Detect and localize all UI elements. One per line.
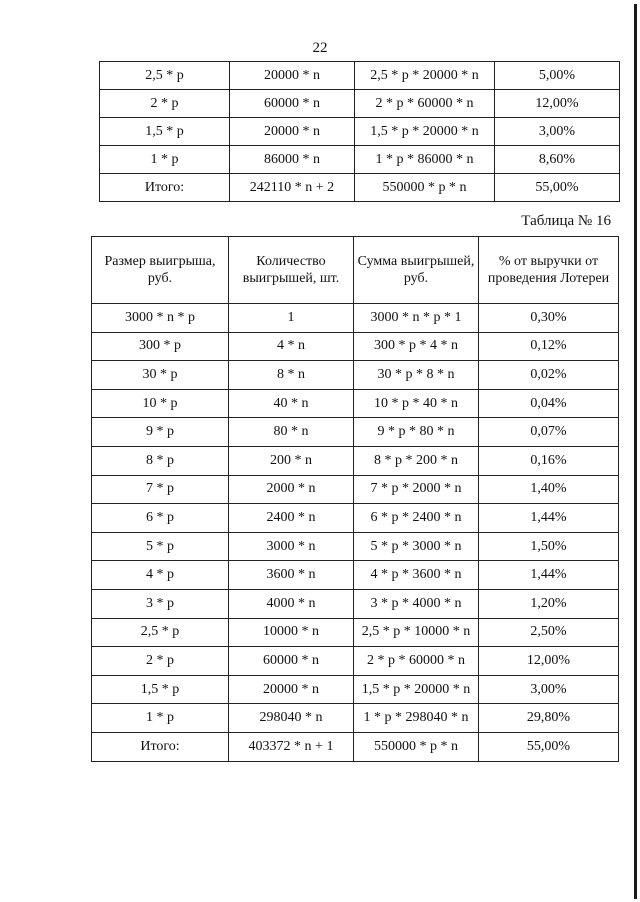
prize-size-cell: 2,5 * p	[92, 618, 229, 647]
prize-count-cell: 8 * n	[229, 361, 354, 390]
prize-size-cell: 30 * p	[92, 361, 229, 390]
prize-count-cell: 4 * n	[229, 332, 354, 361]
page-number: 22	[312, 40, 328, 56]
table-row	[92, 589, 619, 618]
prize-size-cell: 8 * p	[92, 446, 229, 475]
prize-size-cell: Итого:	[92, 732, 229, 761]
prize-sum-cell: 8 * p * 200 * n	[354, 446, 479, 475]
prize-table-16-body	[92, 304, 619, 762]
revenue-percent-cell: 55,00%	[495, 174, 620, 202]
revenue-percent-cell: 5,00%	[495, 62, 620, 90]
revenue-percent-cell: 0,07%	[479, 418, 619, 447]
table-caption: Таблица № 16	[521, 213, 611, 229]
revenue-percent-cell: 0,02%	[479, 361, 619, 390]
prize-sum-cell: 2 * p * 60000 * n	[355, 90, 495, 118]
revenue-percent-cell: 8,60%	[495, 146, 620, 174]
revenue-percent-cell: 1,40%	[479, 475, 619, 504]
prize-sum-cell: 6 * p * 2400 * n	[354, 504, 479, 533]
prize-count-cell: 60000 * n	[229, 647, 354, 676]
prize-size-cell: 5 * p	[92, 532, 229, 561]
header-prize-size: Размер выигрыша, руб.	[92, 237, 229, 304]
prize-count-cell: 2400 * n	[229, 504, 354, 533]
prize-size-cell: 1,5 * p	[100, 118, 230, 146]
prize-size-cell: 4 * p	[92, 561, 229, 590]
table-row	[92, 475, 619, 504]
revenue-percent-cell: 3,00%	[479, 675, 619, 704]
prize-sum-cell: 550000 * p * n	[355, 174, 495, 202]
prize-size-cell: 9 * p	[92, 418, 229, 447]
table-row	[92, 675, 619, 704]
revenue-percent-cell: 1,44%	[479, 561, 619, 590]
prize-size-cell: 1 * p	[92, 704, 229, 733]
prize-size-cell: 10 * p	[92, 389, 229, 418]
prize-count-cell: 3000 * n	[229, 532, 354, 561]
prize-sum-cell: 2 * p * 60000 * n	[354, 647, 479, 676]
table-row	[92, 361, 619, 390]
prize-table-continuation	[99, 61, 620, 202]
prize-sum-cell: 9 * p * 80 * n	[354, 418, 479, 447]
prize-sum-cell: 300 * p * 4 * n	[354, 332, 479, 361]
prize-sum-cell: 10 * p * 40 * n	[354, 389, 479, 418]
prize-count-cell: 2000 * n	[229, 475, 354, 504]
prize-sum-cell: 1,5 * p * 20000 * n	[355, 118, 495, 146]
prize-sum-cell: 1 * p * 86000 * n	[355, 146, 495, 174]
table-row	[92, 304, 619, 333]
prize-sum-cell: 3 * p * 4000 * n	[354, 589, 479, 618]
prize-count-cell: 3600 * n	[229, 561, 354, 590]
prize-count-cell: 20000 * n	[230, 62, 355, 90]
prize-table-16-header	[92, 237, 619, 304]
header-row	[92, 237, 619, 304]
prize-count-cell: 40 * n	[229, 389, 354, 418]
table-row	[100, 90, 620, 118]
revenue-percent-cell: 3,00%	[495, 118, 620, 146]
table-row	[100, 118, 620, 146]
header-revenue-percent: % от выручки от проведения Лотереи	[479, 237, 619, 304]
prize-size-cell: 3000 * n * p	[92, 304, 229, 333]
table-row	[92, 647, 619, 676]
revenue-percent-cell: 12,00%	[479, 647, 619, 676]
table-row	[100, 174, 620, 202]
prize-sum-cell: 2,5 * p * 20000 * n	[355, 62, 495, 90]
table-row	[100, 146, 620, 174]
scan-page-edge	[634, 4, 637, 899]
prize-sum-cell: 3000 * n * p * 1	[354, 304, 479, 333]
prize-count-cell: 242110 * n + 2	[230, 174, 355, 202]
header-prize-count: Количество выигрышей, шт.	[229, 237, 354, 304]
prize-count-cell: 1	[229, 304, 354, 333]
table-row	[92, 418, 619, 447]
revenue-percent-cell: 0,16%	[479, 446, 619, 475]
table-row	[92, 446, 619, 475]
prize-count-cell: 10000 * n	[229, 618, 354, 647]
prize-size-cell: 1 * p	[100, 146, 230, 174]
table-row	[92, 732, 619, 761]
revenue-percent-cell: 1,50%	[479, 532, 619, 561]
prize-size-cell: Итого:	[100, 174, 230, 202]
prize-count-cell: 200 * n	[229, 446, 354, 475]
prize-size-cell: 3 * p	[92, 589, 229, 618]
prize-count-cell: 80 * n	[229, 418, 354, 447]
prize-count-cell: 60000 * n	[230, 90, 355, 118]
revenue-percent-cell: 55,00%	[479, 732, 619, 761]
prize-count-cell: 86000 * n	[230, 146, 355, 174]
table-row	[92, 561, 619, 590]
prize-size-cell: 2 * p	[100, 90, 230, 118]
revenue-percent-cell: 29,80%	[479, 704, 619, 733]
table-row	[100, 62, 620, 90]
table-row	[92, 618, 619, 647]
prize-table-16	[91, 236, 619, 762]
table-row	[92, 332, 619, 361]
table-row	[92, 704, 619, 733]
prize-sum-cell: 5 * p * 3000 * n	[354, 532, 479, 561]
prize-sum-cell: 30 * p * 8 * n	[354, 361, 479, 390]
prize-size-cell: 1,5 * p	[92, 675, 229, 704]
revenue-percent-cell: 0,30%	[479, 304, 619, 333]
header-prize-sum: Сумма выигрышей, руб.	[354, 237, 479, 304]
prize-sum-cell: 1,5 * p * 20000 * n	[354, 675, 479, 704]
prize-sum-cell: 7 * p * 2000 * n	[354, 475, 479, 504]
prize-table-continuation-body	[100, 62, 620, 202]
prize-size-cell: 6 * p	[92, 504, 229, 533]
revenue-percent-cell: 0,12%	[479, 332, 619, 361]
revenue-percent-cell: 1,44%	[479, 504, 619, 533]
prize-size-cell: 300 * p	[92, 332, 229, 361]
prize-count-cell: 20000 * n	[230, 118, 355, 146]
prize-count-cell: 4000 * n	[229, 589, 354, 618]
table-row	[92, 532, 619, 561]
prize-sum-cell: 550000 * p * n	[354, 732, 479, 761]
table-row	[92, 389, 619, 418]
revenue-percent-cell: 0,04%	[479, 389, 619, 418]
prize-count-cell: 20000 * n	[229, 675, 354, 704]
prize-count-cell: 298040 * n	[229, 704, 354, 733]
table-row	[92, 504, 619, 533]
revenue-percent-cell: 2,50%	[479, 618, 619, 647]
prize-sum-cell: 2,5 * p * 10000 * n	[354, 618, 479, 647]
prize-count-cell: 403372 * n + 1	[229, 732, 354, 761]
revenue-percent-cell: 1,20%	[479, 589, 619, 618]
prize-size-cell: 2,5 * p	[100, 62, 230, 90]
revenue-percent-cell: 12,00%	[495, 90, 620, 118]
prize-size-cell: 7 * p	[92, 475, 229, 504]
prize-size-cell: 2 * p	[92, 647, 229, 676]
prize-sum-cell: 1 * p * 298040 * n	[354, 704, 479, 733]
prize-sum-cell: 4 * p * 3600 * n	[354, 561, 479, 590]
